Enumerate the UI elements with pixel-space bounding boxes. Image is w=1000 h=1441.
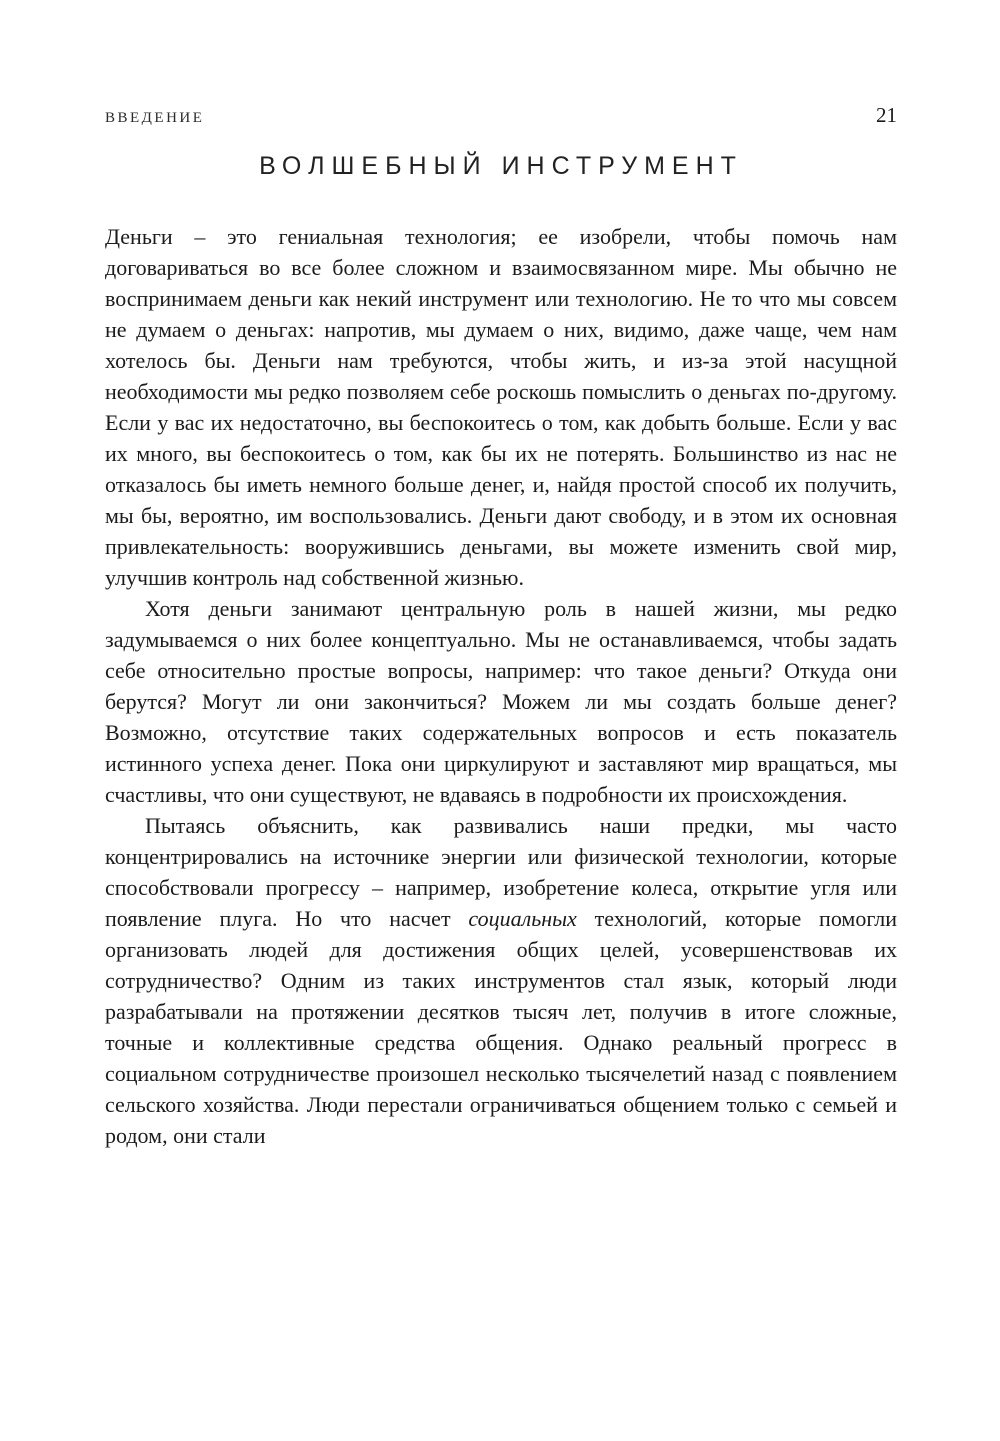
- italic-text-run: социальных: [468, 906, 577, 931]
- running-title: ВВЕДЕНИЕ: [105, 110, 205, 126]
- paragraph: [105, 810, 897, 1151]
- text-run: Хотя деньги занимают центральную роль в нашей жизни, мы редко задумываемся о них более концептуально. Мы не останавливаемся, чтобы задать себе относительно простые вопросы, например: что такое деньги? Откуда они берутся? Могут ли они закончиться? Можем ли мы создать больше денег? Возможно, отсутствие таких содержательных вопросов и есть показатель истинного успеха денег. Пока они циркулируют и заставляют мир вращаться, мы счастливы, что они существуют, не вдаваясь в подробности их происхождения.: [105, 596, 897, 807]
- body-text: [105, 221, 897, 1151]
- running-head: [105, 103, 897, 128]
- chapter-title: ВОЛШЕБНЫЙ ИНСТРУМЕНТ: [259, 152, 743, 180]
- paragraph: [105, 221, 897, 593]
- page-number: 21: [876, 103, 897, 127]
- paragraph: [105, 593, 897, 810]
- text-run: технологий, которые помогли организовать людей для достижения общих целей, усовершенствовав их сотрудничество? Одним из таких инструментов стал язык, который люди разрабатывали на протяжении десятков тысяч лет, получив в итоге сложные, точные и коллективные средства общения. Однако реальный прогресс в социальном сотрудничестве произошел несколько тысячелетий назад с появлением сельского хозяйства. Люди перестали ограничиваться общением только с семьей и родом, они стали: [105, 906, 897, 1148]
- text-run: Пытаясь объяснить, как развивались наши предки, мы часто концентрировались на источнике энергии или физической технологии, которые способствовали прогрессу – например, изобретение колеса, открытие угля или появление плуга. Но что насчет: [105, 813, 897, 931]
- text-run: Деньги – это гениальная технология; ее изобрели, чтобы помочь нам договариваться во все более сложном и взаимосвязанном мире. Мы обычно не воспринимаем деньги как некий инструмент или технологию. Не то что мы совсем не думаем о деньгах: напротив, мы думаем о них, видимо, даже чаще, чем нам хотелось бы. Деньги нам требуются, чтобы жить, и из-за этой насущной необходимости мы редко позволяем себе роскошь помыслить о деньгах по-другому. Если у вас их недостаточно, вы беспокоитесь о том, как добыть больше. Если у вас их много, вы беспокоитесь о том, как бы их не потерять. Большинство из нас не отказалось бы иметь немного больше денег, и, найдя простой способ их получить, мы бы, вероятно, им воспользовались. Деньги дают свободу, и в этом их основная привлекательность: вооружившись деньгами, вы можете изменить свой мир, улучшив контроль над собственной жизнью.: [105, 224, 897, 590]
